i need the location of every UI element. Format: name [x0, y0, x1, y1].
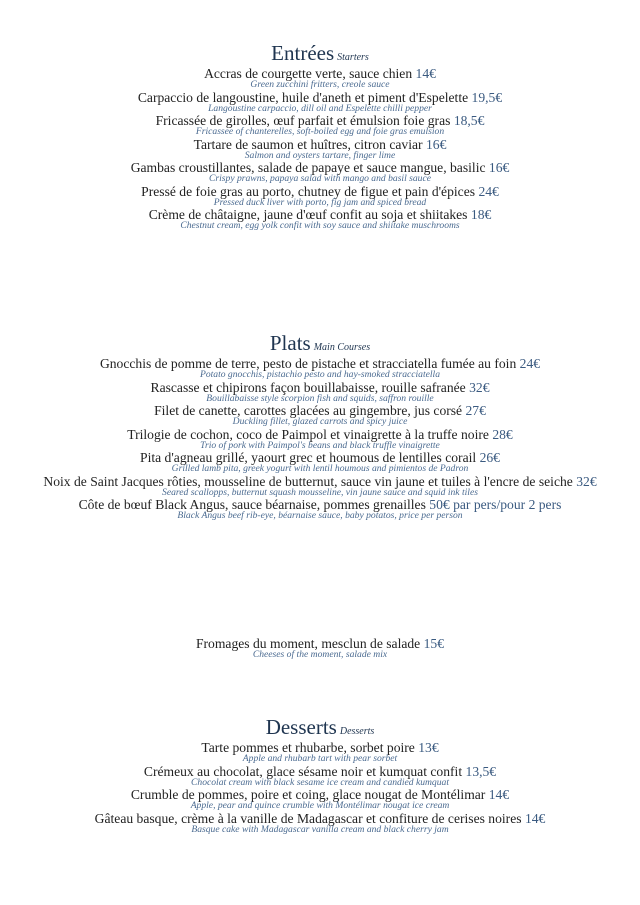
section-heading	[0, 714, 640, 740]
menu-item	[0, 403, 640, 427]
menu-item	[0, 113, 640, 137]
section-subtitle: Main Courses	[313, 342, 371, 353]
item-price: 26€	[479, 450, 500, 465]
menu-section-plats	[0, 330, 640, 521]
item-name: Gnocchis de pomme de terre, pesto de pistache et stracciatella fumée au foin	[99, 356, 517, 371]
item-description: Duckling fillet, glazed carrots and spicy juice	[232, 416, 408, 427]
item-name: Gâteau basque, crème à la vanille de Madagascar et confiture de cerises noires	[94, 810, 522, 826]
item-price: 13,5€	[465, 763, 497, 779]
item-name: Trilogie de cochon, coco de Paimpol et vinaigrette à la truffe noire	[127, 426, 489, 442]
menu-section-fromages	[0, 636, 640, 660]
item-name: Accras de courgette verte, sauce chien	[204, 66, 413, 81]
item-price: 16€	[425, 136, 447, 152]
item-price: 14€	[488, 787, 510, 802]
item-description: Crispy prawns, papaya salad with mango and basil sauce	[209, 173, 431, 184]
menu-item	[0, 90, 640, 114]
item-description: Cheeses of the moment, salade mix	[252, 649, 388, 660]
menu-item	[0, 811, 640, 835]
item-price: 14€	[524, 810, 546, 826]
item-description: Basque cake with Madagascar vanilla cream and black cherry jam	[191, 823, 449, 835]
item-name: Crumble de pommes, poire et coing, glace nougat de Montélimar	[130, 787, 486, 802]
section-title: Entrées	[271, 41, 335, 65]
menu-section-desserts	[0, 714, 640, 834]
menu-item	[0, 450, 640, 474]
item-description: Pressed duck liver with porto, fig jam and spiced bread	[213, 196, 427, 208]
item-name: Gambas croustillantes, salade de papaye et sauce mangue, basilic	[130, 160, 486, 175]
menu-item	[0, 787, 640, 811]
item-price: 28€	[492, 426, 513, 442]
item-description: Green zucchini fritters, creole sauce	[250, 79, 390, 90]
menu-item	[0, 474, 640, 498]
menu-item	[0, 427, 640, 451]
item-name: Rascasse et chipirons façon bouillabaisse, rouille safranée	[150, 379, 466, 395]
item-price: 27€	[465, 403, 486, 418]
item-description: Chestnut cream, egg yolk confit with soy sauce and shiitake muschrooms	[180, 220, 460, 231]
item-price: 50€ par pers/pour 2 pers	[429, 497, 562, 512]
menu-item	[0, 740, 640, 764]
item-description: Salmon and oysters tartare, finger lime	[244, 149, 396, 161]
item-name: Crème de châtaigne, jaune d'œuf confit au soja et shiitakes	[148, 207, 468, 222]
item-price: 24€	[519, 356, 541, 371]
item-description: Trio of pork with Paimpol's beans and black truffle vinaigrette	[200, 439, 440, 451]
menu-item	[0, 184, 640, 208]
item-price: 14€	[415, 66, 436, 81]
item-price: 32€	[576, 473, 597, 489]
item-name: Crémeux au chocolat, glace sésame noir et kumquat confit	[143, 763, 463, 779]
menu-item	[0, 764, 640, 788]
menu-item	[0, 207, 640, 231]
item-price: 32€	[469, 379, 490, 395]
item-price: 18€	[470, 207, 492, 222]
item-price: 15€	[423, 636, 445, 651]
item-description: Fricassee of chanterelles, soft-boiled egg and foie gras emulsion	[195, 126, 445, 137]
item-description: Grilled lamb pita, greek yogurt with lentil houmous and pimientos de Padron	[171, 463, 469, 474]
section-subtitle: Desserts	[339, 726, 375, 737]
item-description: Apple, pear and quince crumble with Montélimar nougat ice cream	[190, 800, 450, 811]
item-description: Chocolat cream with black sesame ice cream and candied kumquat	[191, 776, 449, 788]
item-price: 24€	[478, 183, 499, 199]
menu-section-entrees	[0, 40, 640, 231]
item-price: 18,5€	[453, 113, 485, 128]
item-price: 19,5€	[471, 89, 503, 105]
item-name: Tartare de saumon et huîtres, citron caviar	[193, 136, 423, 152]
item-description: Potato gnocchis, pistachio pesto and hay-smoked stracciatella	[199, 369, 441, 380]
section-title: Plats	[269, 331, 311, 355]
menu-item	[0, 497, 640, 521]
menu-item	[0, 636, 640, 660]
item-name: Fricassée de girolles, œuf parfait et émulsion foie gras	[155, 113, 451, 128]
item-description: Apple and rhubarb tart with pear sorbet	[242, 753, 398, 764]
item-description: Langoustine carpaccio, dill oil and Espelette chilli pepper	[208, 102, 432, 114]
menu-item	[0, 380, 640, 404]
menu-item	[0, 356, 640, 380]
item-description: Black Angus beef rib-eye, béarnaise sauce, baby potatos, price per person	[177, 510, 463, 521]
item-name: Carpaccio de langoustine, huile d'aneth et piment d'Espelette	[137, 89, 469, 105]
menu-item	[0, 66, 640, 90]
item-name: Pita d'agneau grillé, yaourt grec et houmous de lentilles corail	[140, 450, 477, 465]
section-title: Desserts	[265, 715, 337, 739]
section-subtitle: Starters	[337, 52, 369, 63]
item-name: Filet de canette, carottes glacées au gingembre, jus corsé	[154, 403, 463, 418]
item-description: Bouillabaisse style scorpion fish and squids, saffron rouille	[206, 392, 434, 404]
item-name: Pressé de foie gras au porto, chutney de figue et pain d'épices	[141, 183, 476, 199]
item-name: Noix de Saint Jacques rôties, mousseline de butternut, sauce vin jaune et tuiles à l'encre de seiche	[43, 473, 573, 489]
item-name: Côte de bœuf Black Angus, sauce béarnaise, pommes grenailles	[78, 497, 426, 512]
menu-item	[0, 160, 640, 184]
item-price: 16€	[488, 160, 510, 175]
item-name: Fromages du moment, mesclun de salade	[195, 636, 421, 651]
menu-item	[0, 137, 640, 161]
item-name: Tarte pommes et rhubarbe, sorbet poire	[201, 740, 415, 755]
section-heading	[0, 330, 640, 356]
item-description: Seared scallopps, butternut squash mousseline, vin jaune sauce and squid ink tiles	[162, 486, 478, 498]
section-heading	[0, 40, 640, 66]
item-price: 13€	[418, 740, 439, 755]
